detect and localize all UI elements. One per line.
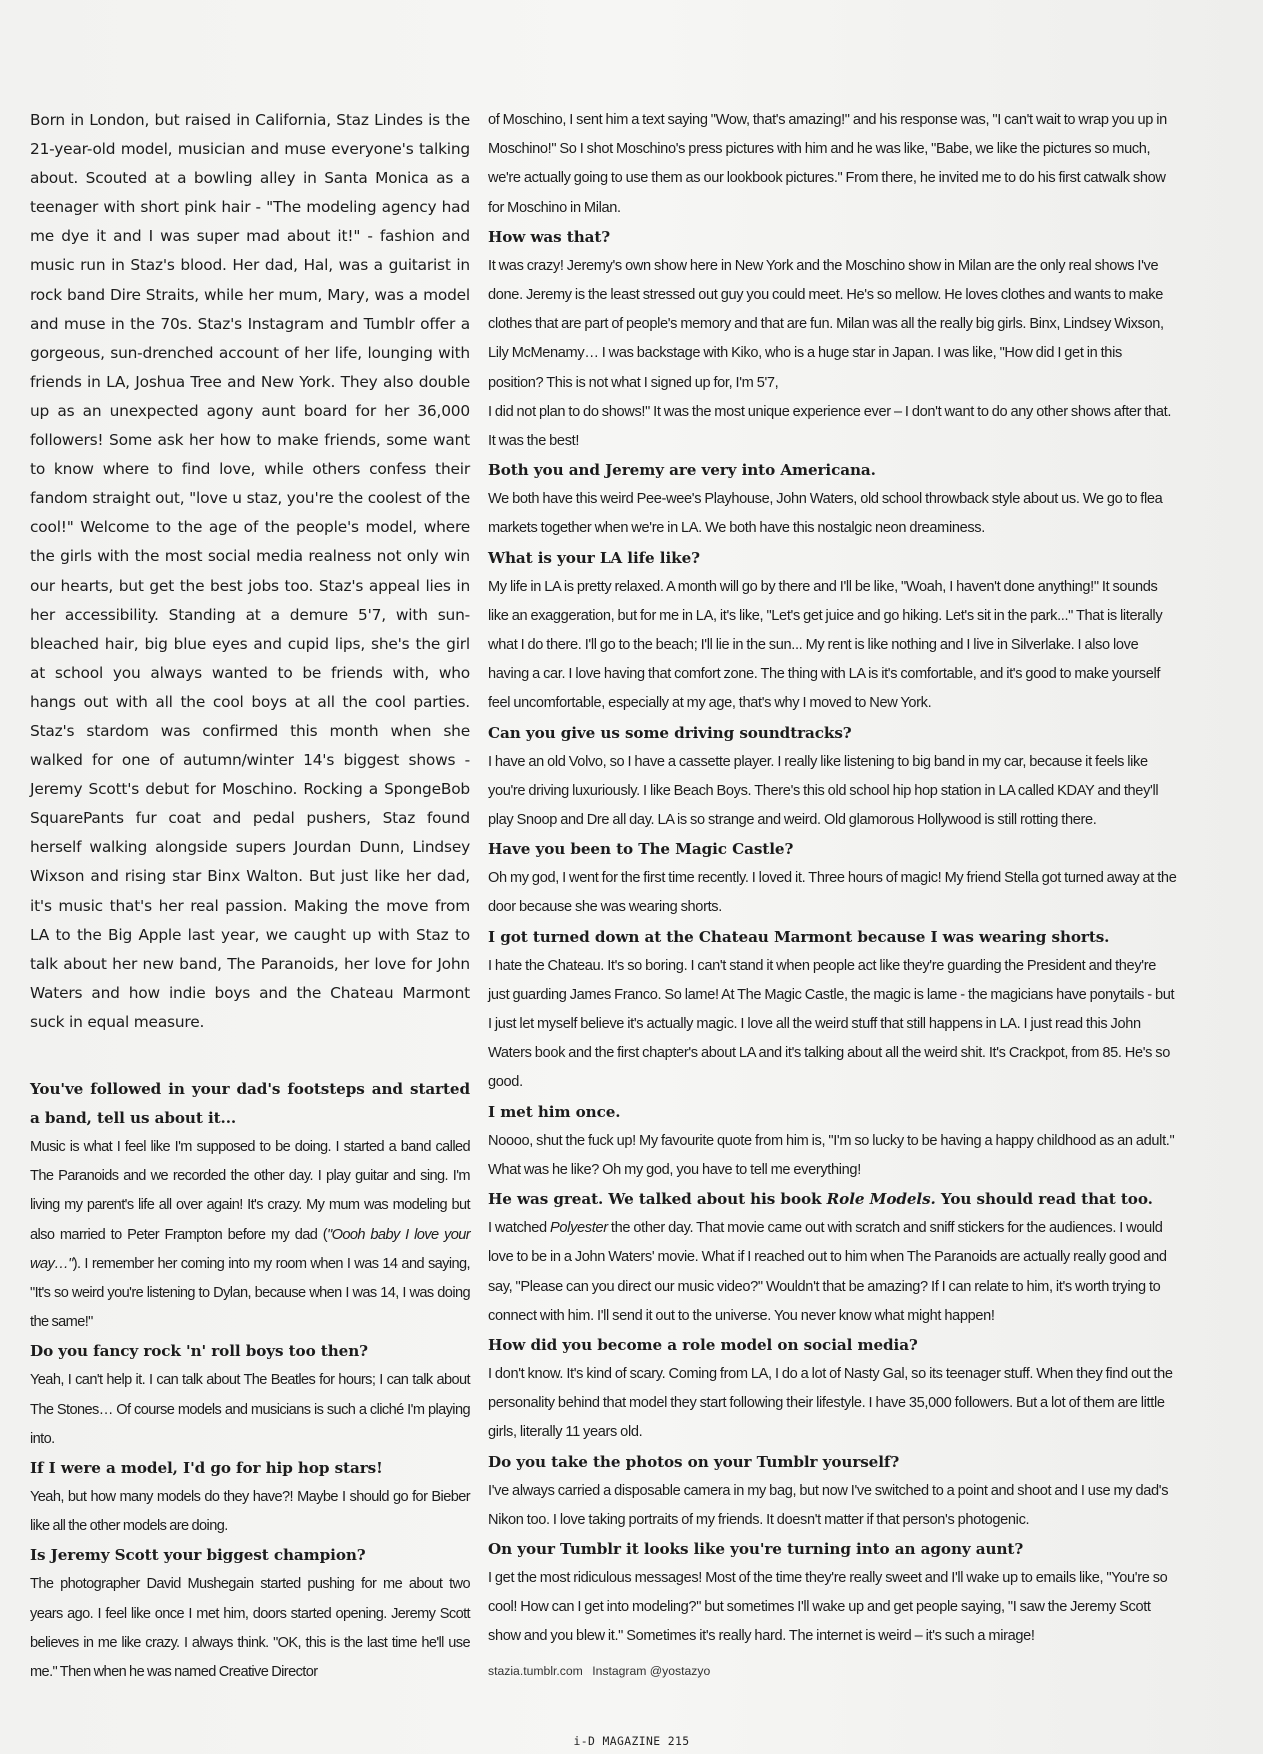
question: On your Tumblr it looks like you're turning into an agony aunt? [488, 1539, 1024, 1558]
question: How did you become a role model on social media? [488, 1335, 918, 1354]
question: If I were a model, I'd go for hip hop stars! [30, 1459, 383, 1478]
answer: My life in LA is pretty relaxed. A month will go by there and I'll be like, "Woah, I haven't done anything!" It sounds like an exaggeration, but for me in LA, it's like, "Let's get juice and go hiking. Let's sit in the park..." That is literally what I do there. I'll go to the beach; I'll lie in the sun... My rent is like nothing and I live in Silverlake. I also love having a car. I love having that comfort zone. The thing with LA is it's comfortable, and it's good to make yourself feel uncomfortable, especially at my age, that's why I moved to New York. [488, 578, 1163, 712]
left-column-interview [30, 1075, 470, 1687]
question: Is Jeremy Scott your biggest champion? [30, 1546, 366, 1565]
answer: I have an old Volvo, so I have a cassette player. I really like listening to big band in my car, because it feels like you're driving luxuriously. I like Beach Boys. There's this old school hip hop station in LA called KDAY and they'll play Snoop and Dre all day. LA is so strange and weird. Old glamorous Hollywood is still rotting there. [488, 753, 1159, 829]
answer: Noooo, shut the fuck up! My favourite quote from him is, "I'm so lucky to be having a happy childhood as an adult." What was he like? Oh my god, you have to tell me everything! [488, 1132, 1175, 1178]
question: I met him once. [488, 1102, 621, 1121]
answer: I've always carried a disposable camera in my bag, but now I've switched to a point and shoot and I use my dad's Nikon too. I love taking portraits of my friends. It doesn't matter if that person's photogenic. [488, 1482, 1169, 1528]
answer: The photographer David Mushegain started pushing for me about two years ago. I feel like once I met him, doors started opening. Jeremy Scott believes in me like crazy. I always think. "OK, this is the last time he'll use me." Then when he was named Creative Director [30, 1576, 470, 1681]
answer: Yeah, but how many models do they have?! Maybe I should go for Bieber like all the other models are doing. [30, 1489, 470, 1535]
question: How was that? [488, 227, 611, 246]
answer: Music is what I feel like I'm supposed to be doing. I started a band called The Paranoids and we recorded the other day. I play guitar and sing. I'm living my parent's life all over again! It's crazy. My mum was modeling but also married to Peter Frampton before my dad ("Oooh baby I love your way…"). I remember her coming into my room when I was 14 and saying, "It's so weird you're listening to Dylan, because when I was 14, I was doing the same!" [30, 1139, 470, 1331]
question: Have you been to The Magic Castle? [488, 840, 794, 859]
social-credits [488, 1664, 716, 1678]
page-footer: i-D MAGAZINE 215 [573, 1734, 690, 1748]
question: Do you fancy rock 'n' roll boys too then? [30, 1342, 368, 1361]
question: He was great. We talked about his book Role Models. You should read that too. [488, 1190, 1153, 1209]
question: Both you and Jeremy are very into Americana. [488, 461, 876, 480]
question: I got turned down at the Chateau Marmont because I was wearing shorts. [488, 927, 1110, 946]
question: What is your LA life like? [488, 548, 700, 567]
answer: I hate the Chateau. It's so boring. I can't stand it when people act like they're guarding the President and they're just guarding James Franco. So lame! At The Magic Castle, the magic is lame - the magicians have ponytails - but I just let myself believe it's actually magic. I love all the weird stuff that still happens in LA. I just read this John Waters book and the first chapter's about LA and it's talking about all the weird shit. It's Crackpot, from 85. He's so good. [488, 957, 1175, 1091]
answer: I don't know. It's kind of scary. Coming from LA, I do a lot of Nasty Gal, so its teenager stuff. When they find out the personality behind that model they start following their lifestyle. I have 35,000 followers. But a lot of them are little girls, literally 11 years old. [488, 1365, 1173, 1441]
answer: of Moschino, I sent him a text saying "Wow, that's amazing!" and his response was, "I can't wait to wrap you up in Moschino!" So I shot Moschino's press pictures with him and he was like, "Babe, we like the pictures so much, we're actually going to use them as our lookbook pictures." From there, he invited me to do his first catwalk show for Moschino in Milan. [488, 112, 1167, 216]
instagram-handle[interactable]: Instagram @yostazyo [592, 1664, 711, 1678]
answer: Yeah, I can't help it. I can talk about The Beatles for hours; I can talk about The Stones… Of course models and musicians is such a cliché I'm playing into. [30, 1372, 470, 1447]
right-column-interview [488, 106, 1180, 1652]
answer: I get the most ridiculous messages! Most of the time they're really sweet and I'll wake up to emails like, "You're so cool! How can I get into modeling?" but sometimes I'll wake up and get people saying, "I saw the Jeremy Scott show and you blew it." Sometimes it's really hard. The internet is weird – it's such a mirage! [488, 1569, 1168, 1645]
tumblr-link[interactable]: stazia.tumblr.com [488, 1664, 583, 1678]
answer: I watched Polyester the other day. That movie came out with scratch and sniff stickers for the audiences. I would love to be in a John Waters' movie. What if I reached out to him when The Paranoids are actually really good and say, "Please can you direct our music video?" Wouldn't that be amazing? If I can relate to him, it's worth trying to connect with him. I'll send it out to the universe. You never know what might happen! [488, 1220, 1167, 1324]
intro-paragraph: Born in London, but raised in California, Staz Lindes is the 21-year-old model, musician and muse everyone's talking about. Scouted at a bowling alley in Santa Monica as a teenager with short pink hair - "The modeling agency had me dye it and I was super mad about it!" - fashion and music run in Staz's blood. Her dad, Hal, was a guitarist in rock band Dire Straits, while her mum, Mary, was a model and muse in the 70s. Staz's Instagram and Tumblr offer a gorgeous, sun-drenched account of her life, lounging with friends in LA, Joshua Tree and New York. They also double up as an unexpected agony aunt board for her 36,000 followers! Some ask her how to make friends, some want to know where to find love, while others confess their fandom straight out, "love u staz, you're the coolest of the cool!" Welcome to the age of the people's model, where the girls with the most social media realness not only win our hearts, but get the best jobs too. Staz's appeal lies in her accessibility. Standing at a demure 5'7, with sun-bleached hair, big blue eyes and cupid lips, she's the girl at school you always wanted to be friends with, who hangs out with all the cool boys at all the cool parties. Staz's stardom was confirmed this month when she walked for one of autumn/winter 14's biggest shows - Jeremy Scott's debut for Moschino. Rocking a SpongeBob SquarePants fur coat and pedal pushers, Staz found herself walking alongside supers Jourdan Dunn, Lindsey Wixson and rising star Binx Walton. But just like her dad, it's music that's her real passion. Making the move from LA to the Big Apple last year, we caught up with Staz to talk about her new band, The Paranoids, her love for John Waters and how indie boys and the Chateau Marmont suck in equal measure. [30, 111, 470, 1031]
question: Do you take the photos on your Tumblr yourself? [488, 1452, 900, 1471]
answer: I did not plan to do shows!" It was the most unique experience ever – I don't want to do any other shows after that. It was the best! [488, 403, 1172, 450]
answer: It was crazy! Jeremy's own show here in New York and the Moschino show in Milan are the only real shows I've done. Jeremy is the least stressed out guy you could meet. He's so mellow. He loves clothes and wants to make clothes that are part of people's memory and that are fun. Milan was all the really big girls. Binx, Lindsey Wixson, Lily McMenamy… I was backstage with Kiko, who is a huge star in Japan. I was like, "How did I get in this position? This is not what I signed up for, I'm 5'7, [488, 257, 1164, 391]
answer: Oh my god, I went for the first time recently. I loved it. Three hours of magic! My friend Stella got turned away at the door because she was wearing shorts. [488, 870, 1177, 916]
answer: We both have this weird Pee-wee's Playhouse, John Waters, old school throwback style about us. We go to flea markets together when we're in LA. We both have this nostalgic neon dreaminess. [488, 491, 1163, 537]
question: Can you give us some driving soundtracks? [488, 723, 852, 742]
question: You've followed in your dad's footsteps and started a band, tell us about it... [30, 1080, 470, 1127]
